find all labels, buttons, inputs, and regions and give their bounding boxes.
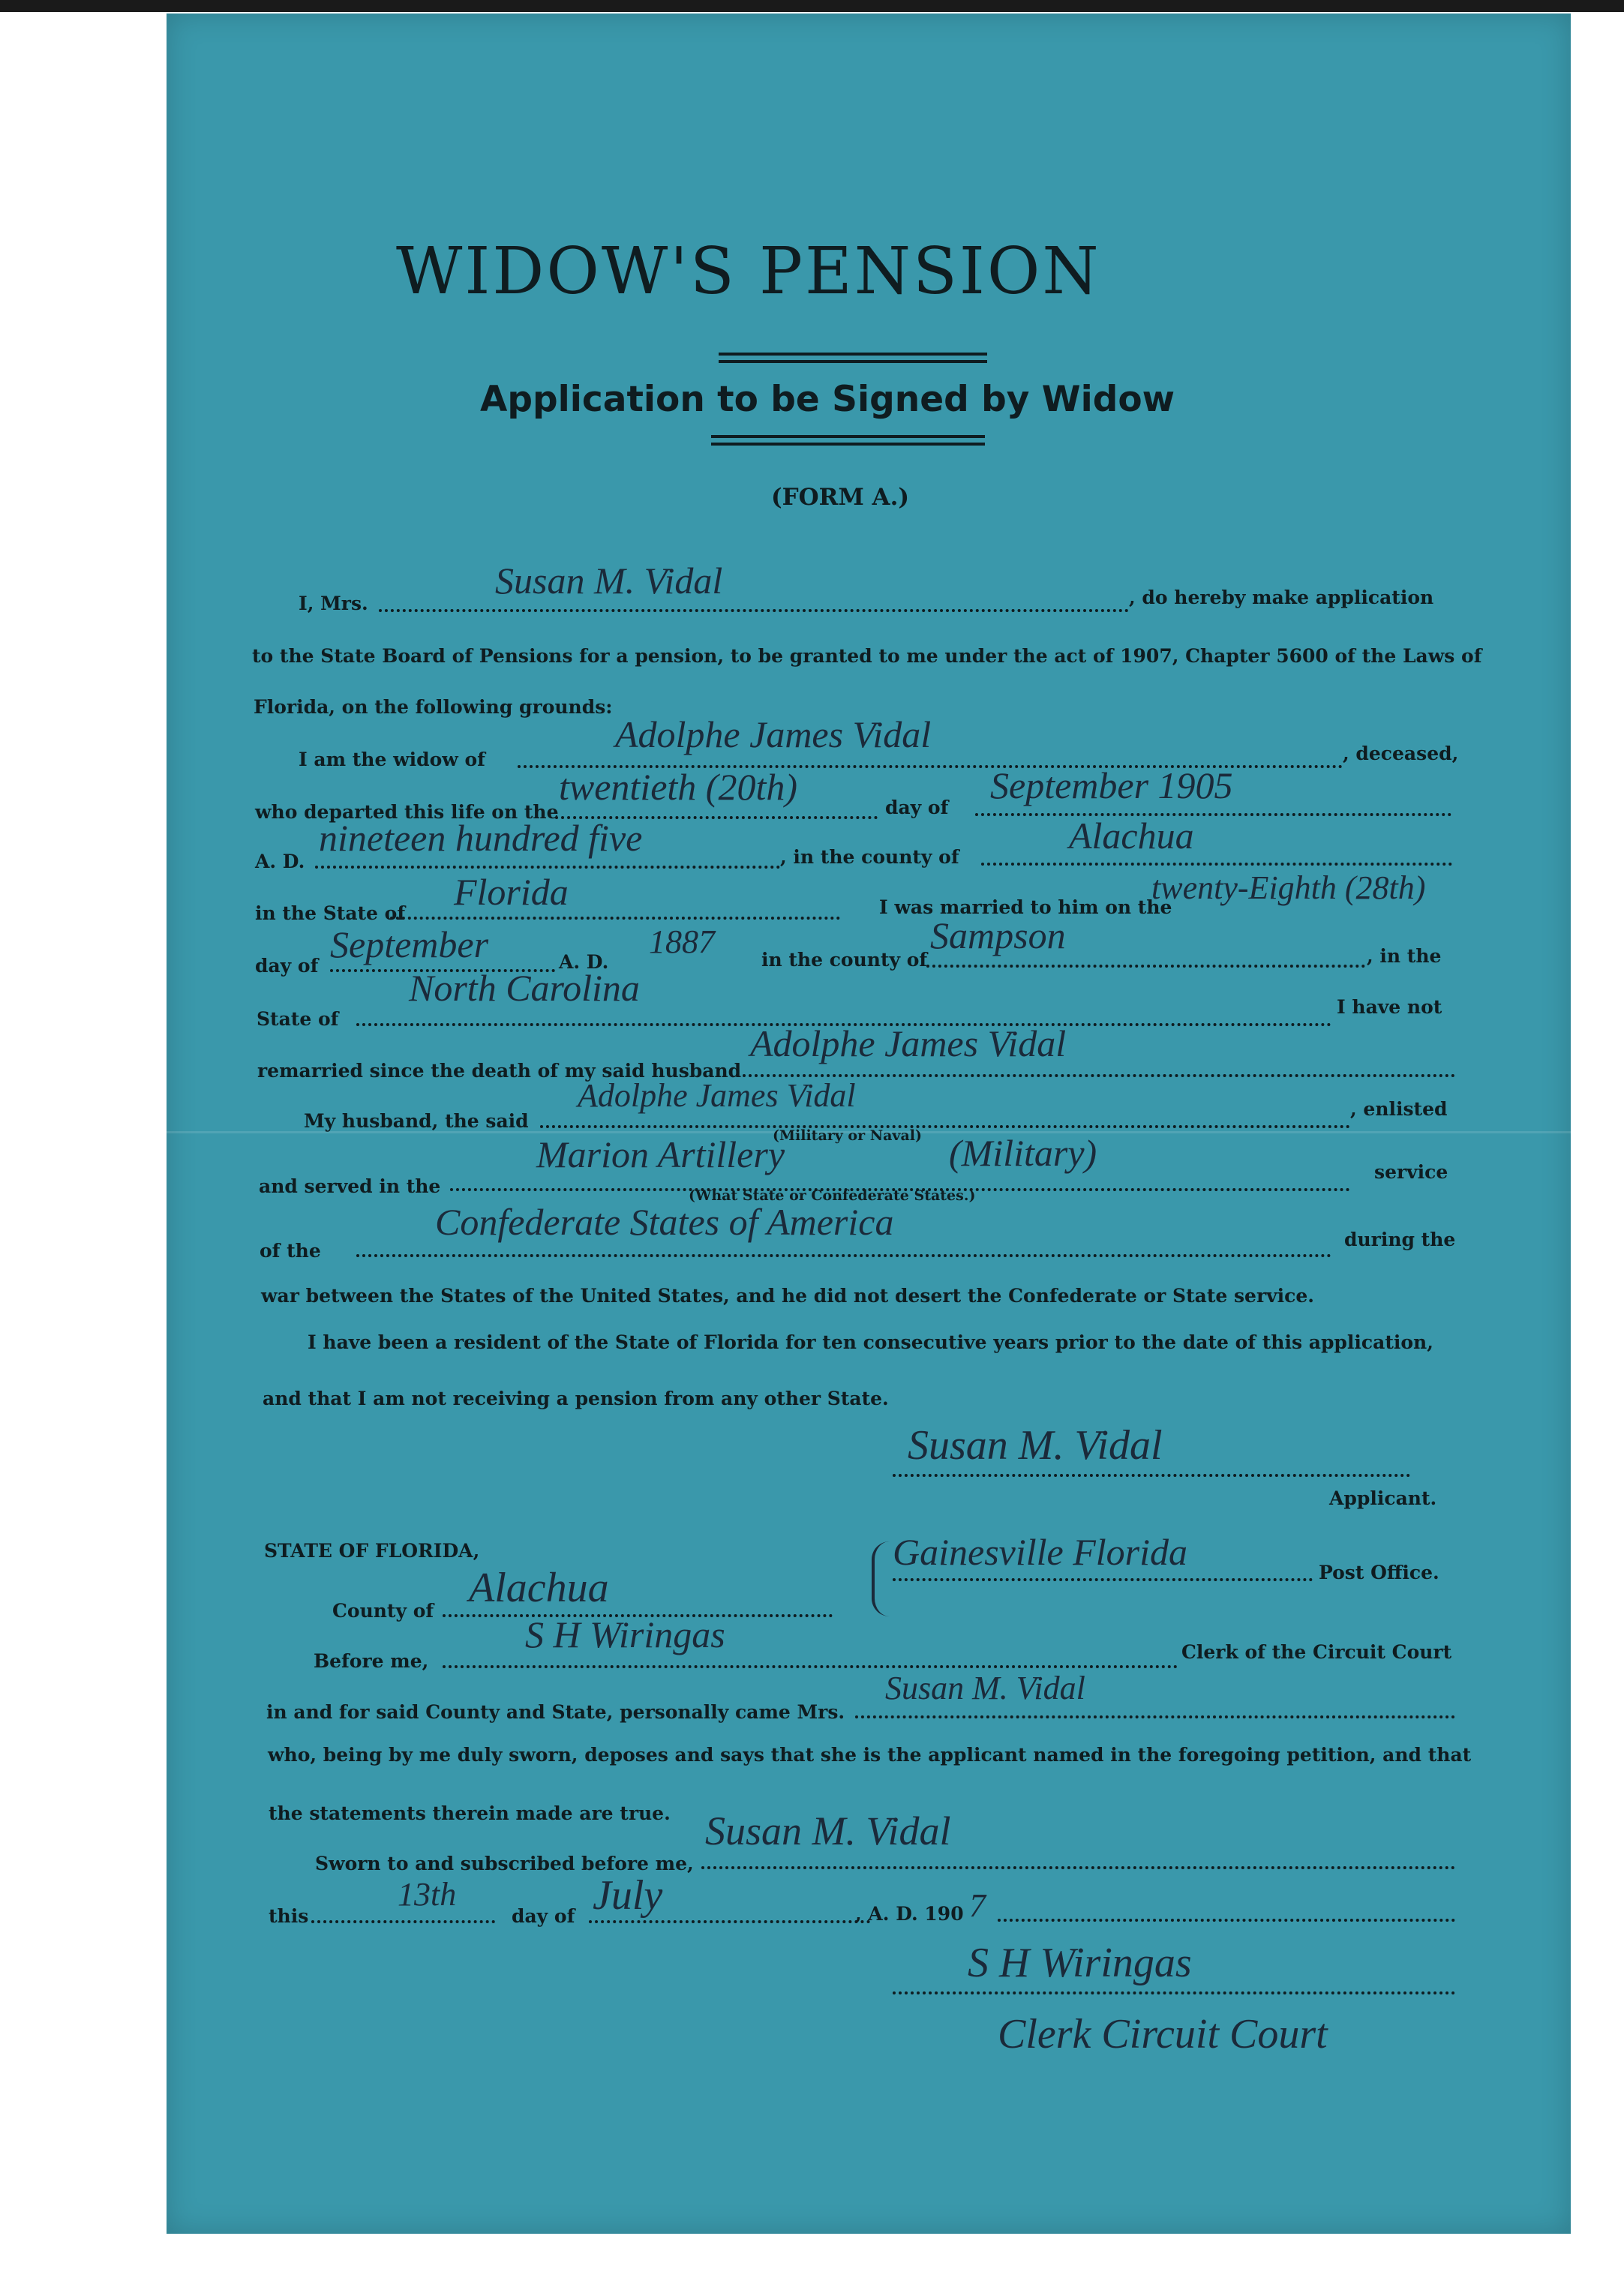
label-my-husband: My husband, the said [304,1110,529,1132]
hw-clerk-signature: S H Wiringas [968,1940,1192,1986]
hw-marriage-day: twenty-Eighth (28th) [1151,869,1426,906]
blank-sworn-day [311,1920,495,1923]
label-day-of-3: day of [512,1905,575,1927]
hw-county: Alachua [469,1565,609,1611]
blank-husband-3 [540,1125,1350,1128]
label-this: this [269,1905,309,1927]
label-applicant: Applicant. [1329,1487,1437,1509]
label-ad: A. D. [255,851,305,872]
blank-confederacy [356,1254,1331,1257]
hw-marriage-year: 1887 [649,923,715,960]
label-in-county: , in the county of [780,846,959,868]
text-not-receiving: and that I am not receiving a pension from any other State. [263,1388,889,1409]
page-subtitle: Application to be Signed by Widow [480,379,1175,420]
text-resident-line: I have been a resident of the State of Florida for ten consecutive years prior to the date of this application, [308,1331,1433,1353]
label-married-on: I was married to him on the [879,896,1172,918]
label-clerk-circuit-court: Clerk of the Circuit Court [1181,1641,1452,1663]
text-war-line: war between the States of the United States, and he did not desert the Confederate or State service. [261,1285,1314,1307]
subtitle-rule [711,435,985,438]
label-before-me: Before me, [314,1650,429,1672]
hw-death-county: Alachua [1069,815,1194,857]
hw-marriage-month: September [330,923,489,965]
text-line-2: to the State Board of Pensions for a pension, to be granted to me under the act of 1907, Chapter 5600 of the Laws of [252,645,1482,667]
hw-unit: Marion Artillery [536,1133,785,1175]
label-deceased: , deceased, [1343,743,1459,764]
subtitle-rule-2 [711,443,985,446]
label-enlisted: , enlisted [1350,1098,1448,1120]
form-label: (FORM A.) [771,484,910,511]
label-i-mrs: I, Mrs. [299,593,368,614]
label-in-state: in the State of [255,902,406,924]
label-widow-of: I am the widow of [299,749,485,770]
label-departed: who departed this life on the [255,801,559,823]
blank-death-month [975,813,1451,816]
hw-mrs-name: Susan M. Vidal [885,1670,1085,1706]
title-rule-top [719,353,987,356]
hw-husband-name-3: Adolphe James Vidal [578,1077,856,1114]
label-post-office: Post Office. [1319,1562,1439,1583]
text-statements-true: the statements therein made are true. [269,1802,671,1824]
hw-marriage-county: Sampson [930,914,1066,956]
blank-sworn-month [589,1920,870,1923]
label-what-state: (What State or Confederate States.) [689,1187,976,1204]
hw-marriage-state: North Carolina [409,967,640,1009]
blank-death-county [981,863,1452,866]
hw-death-year: nineteen hundred five [319,817,643,859]
label-state-of: State of [257,1008,339,1030]
label-do-hereby: , do hereby make application [1129,587,1434,608]
label-county-of: County of [332,1600,434,1622]
label-day-of: day of [885,797,949,818]
blank-post-office [893,1578,1313,1581]
hw-death-month: September 1905 [990,764,1233,806]
label-in-the: , in the [1367,945,1442,967]
hw-confederacy: Confederate States of America [435,1201,894,1243]
label-ad-2: A. D. [559,951,609,973]
label-state-of-florida: STATE OF FLORIDA, [264,1540,480,1562]
hw-sworn-day: 13th [398,1876,457,1913]
hw-unit-type: (Military) [949,1132,1097,1174]
blank-applicant [379,609,1129,612]
label-in-county-2: in the county of [761,949,928,971]
label-sworn-to: Sworn to and subscribed before me, [315,1853,694,1874]
hw-clerk-title: Clerk Circuit Court [998,2011,1328,2057]
label-ad-3: , A. D. 190 [855,1903,964,1925]
blank-sworn-signature [701,1866,1455,1869]
blank-sworn-year [998,1919,1455,1922]
hw-sworn-year: 7 [969,1887,986,1924]
brace [872,1541,890,1616]
hw-applicant-name: Susan M. Vidal [495,560,723,602]
label-remarried: remarried since the death of my said husband [257,1060,742,1082]
label-during-the: during the [1344,1229,1456,1250]
text-duly-sworn: who, being by me duly sworn, deposes and says that she is the applicant named in the foregoing petition, and that [268,1744,1472,1766]
blank-clerk [443,1665,1178,1668]
hw-sworn-signature: Susan M. Vidal [705,1808,951,1853]
hw-husband-name: Adolphe James Vidal [615,713,932,755]
blank-applicant-signature [893,1474,1410,1477]
hw-death-day: twentieth (20th) [559,766,797,808]
hw-post-office: Gainesville Florida [893,1531,1187,1573]
hw-death-state: Florida [454,871,569,913]
title-rule-top-2 [719,360,987,363]
label-day-of-2: day of [255,955,319,977]
label-of-the: of the [260,1240,321,1262]
hw-clerk-name: S H Wiringas [525,1613,725,1655]
label-have-not: I have not [1337,996,1442,1018]
label-service: service [1374,1161,1448,1183]
blank-death-state [390,917,840,920]
label-military-naval: (Military or Naval) [773,1127,922,1144]
blank-marriage-county [926,965,1365,968]
text-line-3: Florida, on the following grounds: [254,696,613,718]
blank-mrs-name [855,1715,1455,1718]
hw-applicant-signature: Susan M. Vidal [908,1422,1163,1469]
page-title: WIDOW'S PENSION [396,234,1101,309]
blank-death-year [315,866,780,869]
label-personally-came: in and for said County and State, personally came Mrs. [266,1701,845,1723]
hw-sworn-month: July [593,1872,663,1919]
hw-husband-name-2: Adolphe James Vidal [750,1022,1067,1064]
scan-top-edge [0,0,1624,12]
label-served-in: and served in the [259,1175,441,1197]
blank-clerk-signature [893,1991,1455,1994]
